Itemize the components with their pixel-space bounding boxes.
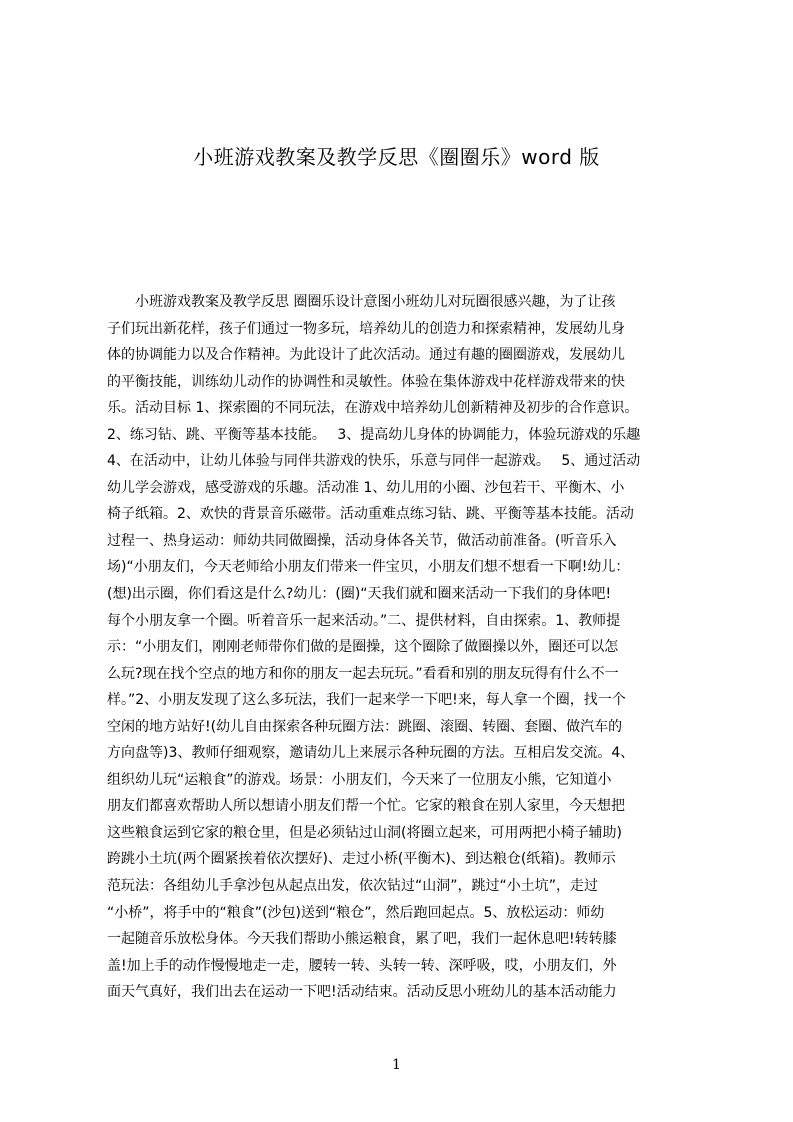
- body-line: 这些粮食运到它家的粮仓里，但是必须钻过山洞(将圈立起来，可用两把小椅子辅助): [107, 824, 622, 841]
- body-line: 幼儿学会游戏，感受游戏的乐趣。活动准 1、幼儿用的小圈、沙包若干、平衡木、小: [107, 479, 625, 496]
- body-line: 4、在活动中，让幼儿体验与同伴共游戏的快乐，乐意与同伴一起游戏。 5、通过活动: [107, 453, 641, 470]
- body-line: 2、练习钻、跳、平衡等基本技能。 3、提高幼儿身体的协调能力，体验玩游戏的乐趣: [107, 426, 641, 443]
- body-line: 盖!加上手的动作慢慢地走一走，腰转一转、头转一转、深呼吸，哎，小朋友们，外: [107, 957, 617, 974]
- body-line: 么玩?现在找个空点的地方和你的朋友一起去玩玩。”看看和别的朋友玩得有什么不一: [107, 665, 619, 682]
- body-line: “小桥”，将手中的“粮食”(沙包)送到“粮仓”，然后跑回起点。5、放松运动：师幼: [107, 904, 605, 921]
- body-line: 朋友们都喜欢帮助人所以想请小朋友们帮一个忙。它家的粮食在别人家里，今天想把: [107, 798, 625, 815]
- body-line: 乐。活动目标 1、探索圈的不同玩法，在游戏中培养幼儿创新精神及初步的合作意识。: [107, 400, 639, 417]
- body-line: 小班游戏教案及教学反思 圈圈乐设计意图小班幼儿对玩圈很感兴趣，为了让孩: [107, 294, 616, 310]
- body-line: 面天气真好，我们出去在运动一下吧!活动结束。活动反思小班幼儿的基本活动能力: [107, 984, 617, 1001]
- body-line: 的平衡技能，训练幼儿动作的协调性和灵敏性。体验在集体游戏中花样游戏带来的快: [107, 373, 625, 390]
- body-line: 体的协调能力以及合作精神。为此设计了此次活动。通过有趣的圈圈游戏，发展幼儿: [107, 347, 625, 364]
- document-title: 小班游戏教案及教学反思《圈圈乐》word 版: [193, 145, 600, 169]
- document-body: [107, 289, 697, 1034]
- body-line: 样。”2、小朋友发现了这么多玩法，我们一起来学一下吧!来，每人拿一个圈，找一个: [107, 692, 626, 709]
- body-line: 每个小朋友拿一个圈。听着音乐一起来活动。”二、提供材料，自由探索。1、教师提: [107, 612, 621, 629]
- body-line: 椅子纸箱。2、欢快的背景音乐磁带。活动重难点练习钻、跳、平衡等基本技能。活动: [107, 506, 634, 523]
- body-line: (想)出示圈，你们看这是什么?幼儿：(圈)“天我们就和圈来活动一下我们的身体吧!: [107, 586, 612, 603]
- body-line: 组织幼儿玩“运粮食”的游戏。场景：小朋友们，今天来了一位朋友小熊，它知道小: [107, 771, 612, 788]
- body-line: 场)“小朋友们，今天老师给小朋友们带来一件宝贝，小朋友们想不想看一下啊!幼儿：: [107, 559, 630, 576]
- body-line: 方向盘等)3、教师仔细观察，邀请幼儿上来展示各种玩圈的方法。互相启发交流。4、: [107, 745, 635, 762]
- page-number: 1: [392, 1057, 401, 1073]
- body-line: 过程一、热身运动：师幼共同做圈操，活动身体各关节，做活动前准备。(听音乐入: [107, 532, 617, 549]
- body-line: 一起随音乐放松身体。今天我们帮助小熊运粮食，累了吧，我们一起休息吧!转转膝: [107, 931, 617, 948]
- body-line: 空闲的地方站好!(幼儿自由探索各种玩圈方法：跳圈、滚圈、转圈、套圈、做汽车的: [107, 718, 623, 735]
- body-line: 子们玩出新花样，孩子们通过一物多玩，培养幼儿的创造力和探索精神，发展幼儿身: [107, 320, 625, 337]
- body-line: 范玩法：各组幼儿手拿沙包从起点出发，依次钻过“山洞”，跳过“小土坑”，走过: [107, 878, 599, 895]
- body-line: 跨跳小土坑(两个圈紧挨着依次摆好)、走过小桥(平衡木)、到达粮仓(纸箱)。教师示: [107, 851, 616, 868]
- body-line: 示：“小朋友们，刚刚老师带你们做的是圈操，这个圈除了做圈操以外，圈还可以怎: [107, 639, 619, 656]
